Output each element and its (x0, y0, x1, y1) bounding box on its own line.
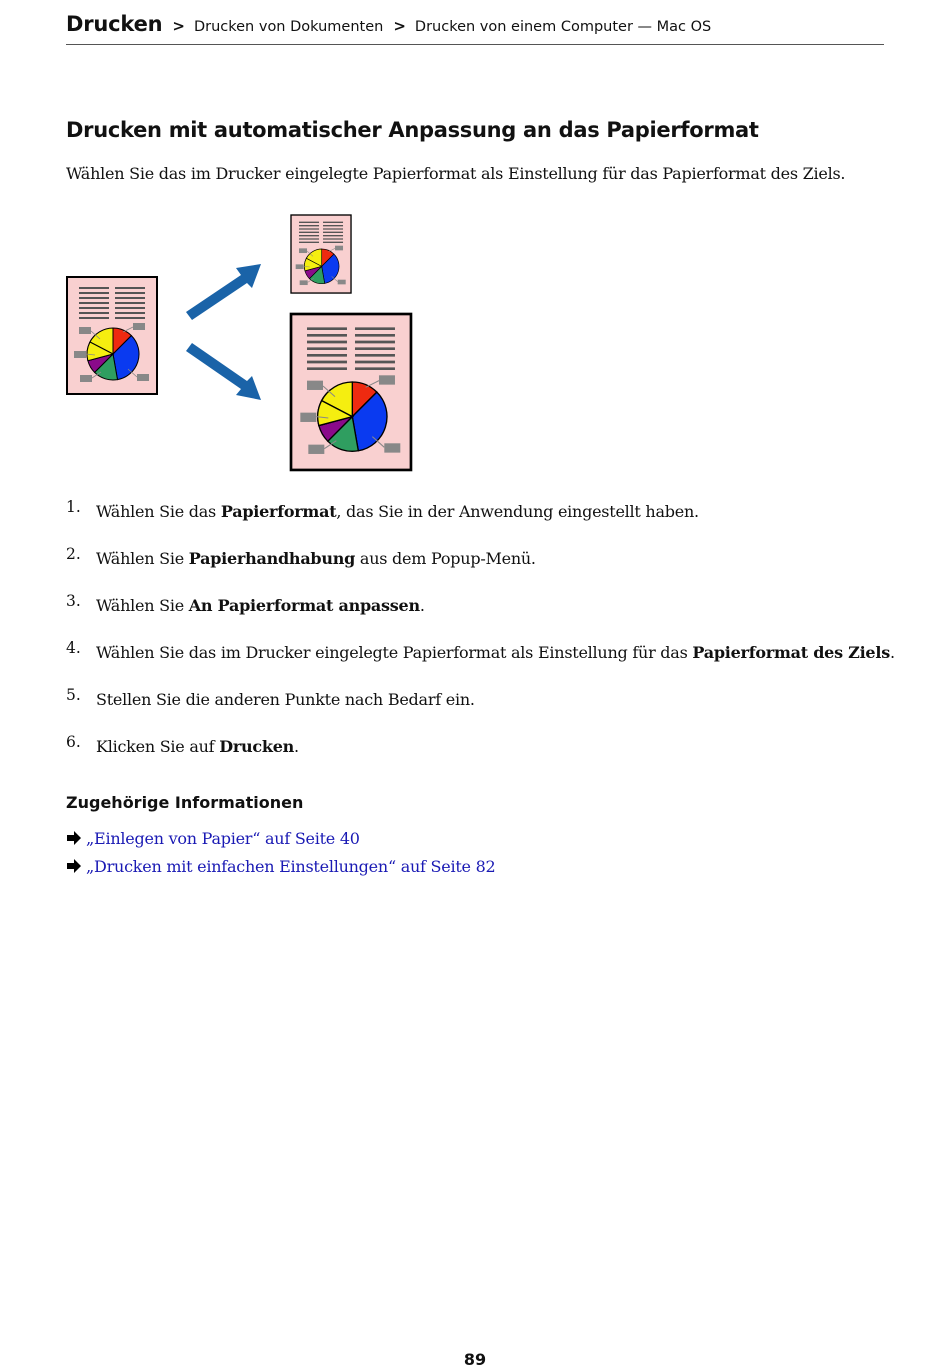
arrow-right-icon (66, 831, 82, 845)
link-einlegen-von-papier[interactable]: „Einlegen von Papier“ auf Seite 40 (86, 828, 360, 848)
arrow-up-right-icon (186, 264, 261, 320)
step-number: 4. (66, 639, 81, 657)
breadcrumb-separator: > (172, 17, 185, 35)
related-link-row (66, 852, 495, 880)
related-info-title: Zugehörige Informationen (66, 793, 304, 812)
document-small (291, 215, 351, 293)
breadcrumb (66, 12, 884, 45)
link-drucken-einfache-einstellungen[interactable]: „Drucken mit einfachen Einstellungen“ auf Seite 82 (86, 856, 496, 876)
step-text: Klicken Sie auf Drucken. (96, 737, 299, 756)
step-text: Wählen Sie An Papierformat anpassen. (96, 596, 425, 615)
arrow-down-right-icon (186, 343, 261, 400)
breadcrumb-separator: > (393, 17, 406, 35)
document-original (67, 277, 157, 394)
related-link-row (66, 824, 495, 852)
step-number: 2. (66, 545, 81, 563)
step-number: 6. (66, 733, 81, 751)
breadcrumb-level2[interactable]: Drucken von Dokumenten (193, 19, 384, 35)
step-text: Wählen Sie das im Drucker eingelegte Papierformat als Einstellung für das Papierformat des Ziels. (96, 643, 895, 662)
step-number: 3. (66, 592, 81, 610)
page-number: 89 (463, 1350, 487, 1369)
intro-text: Wählen Sie das im Drucker eingelegte Papierformat als Einstellung für das Papierformat des Ziels. (66, 164, 846, 183)
related-links (66, 824, 495, 880)
step-number: 1. (66, 498, 81, 516)
step-number: 5. (66, 686, 81, 704)
step-text: Wählen Sie das Papierformat, das Sie in der Anwendung eingestellt haben. (96, 502, 699, 521)
step-text: Wählen Sie Papierhandhabung aus dem Popup-Menü. (96, 549, 536, 568)
step-text: Stellen Sie die anderen Punkte nach Bedarf ein. (96, 690, 475, 709)
page-title: Drucken mit automatischer Anpassung an das Papierformat (66, 118, 759, 142)
arrow-right-icon (66, 859, 82, 873)
breadcrumb-main[interactable]: Drucken (66, 12, 163, 36)
document-large (291, 314, 411, 470)
scaling-illustration (60, 210, 420, 476)
breadcrumb-level3[interactable]: Drucken von einem Computer — Mac OS (414, 19, 712, 35)
